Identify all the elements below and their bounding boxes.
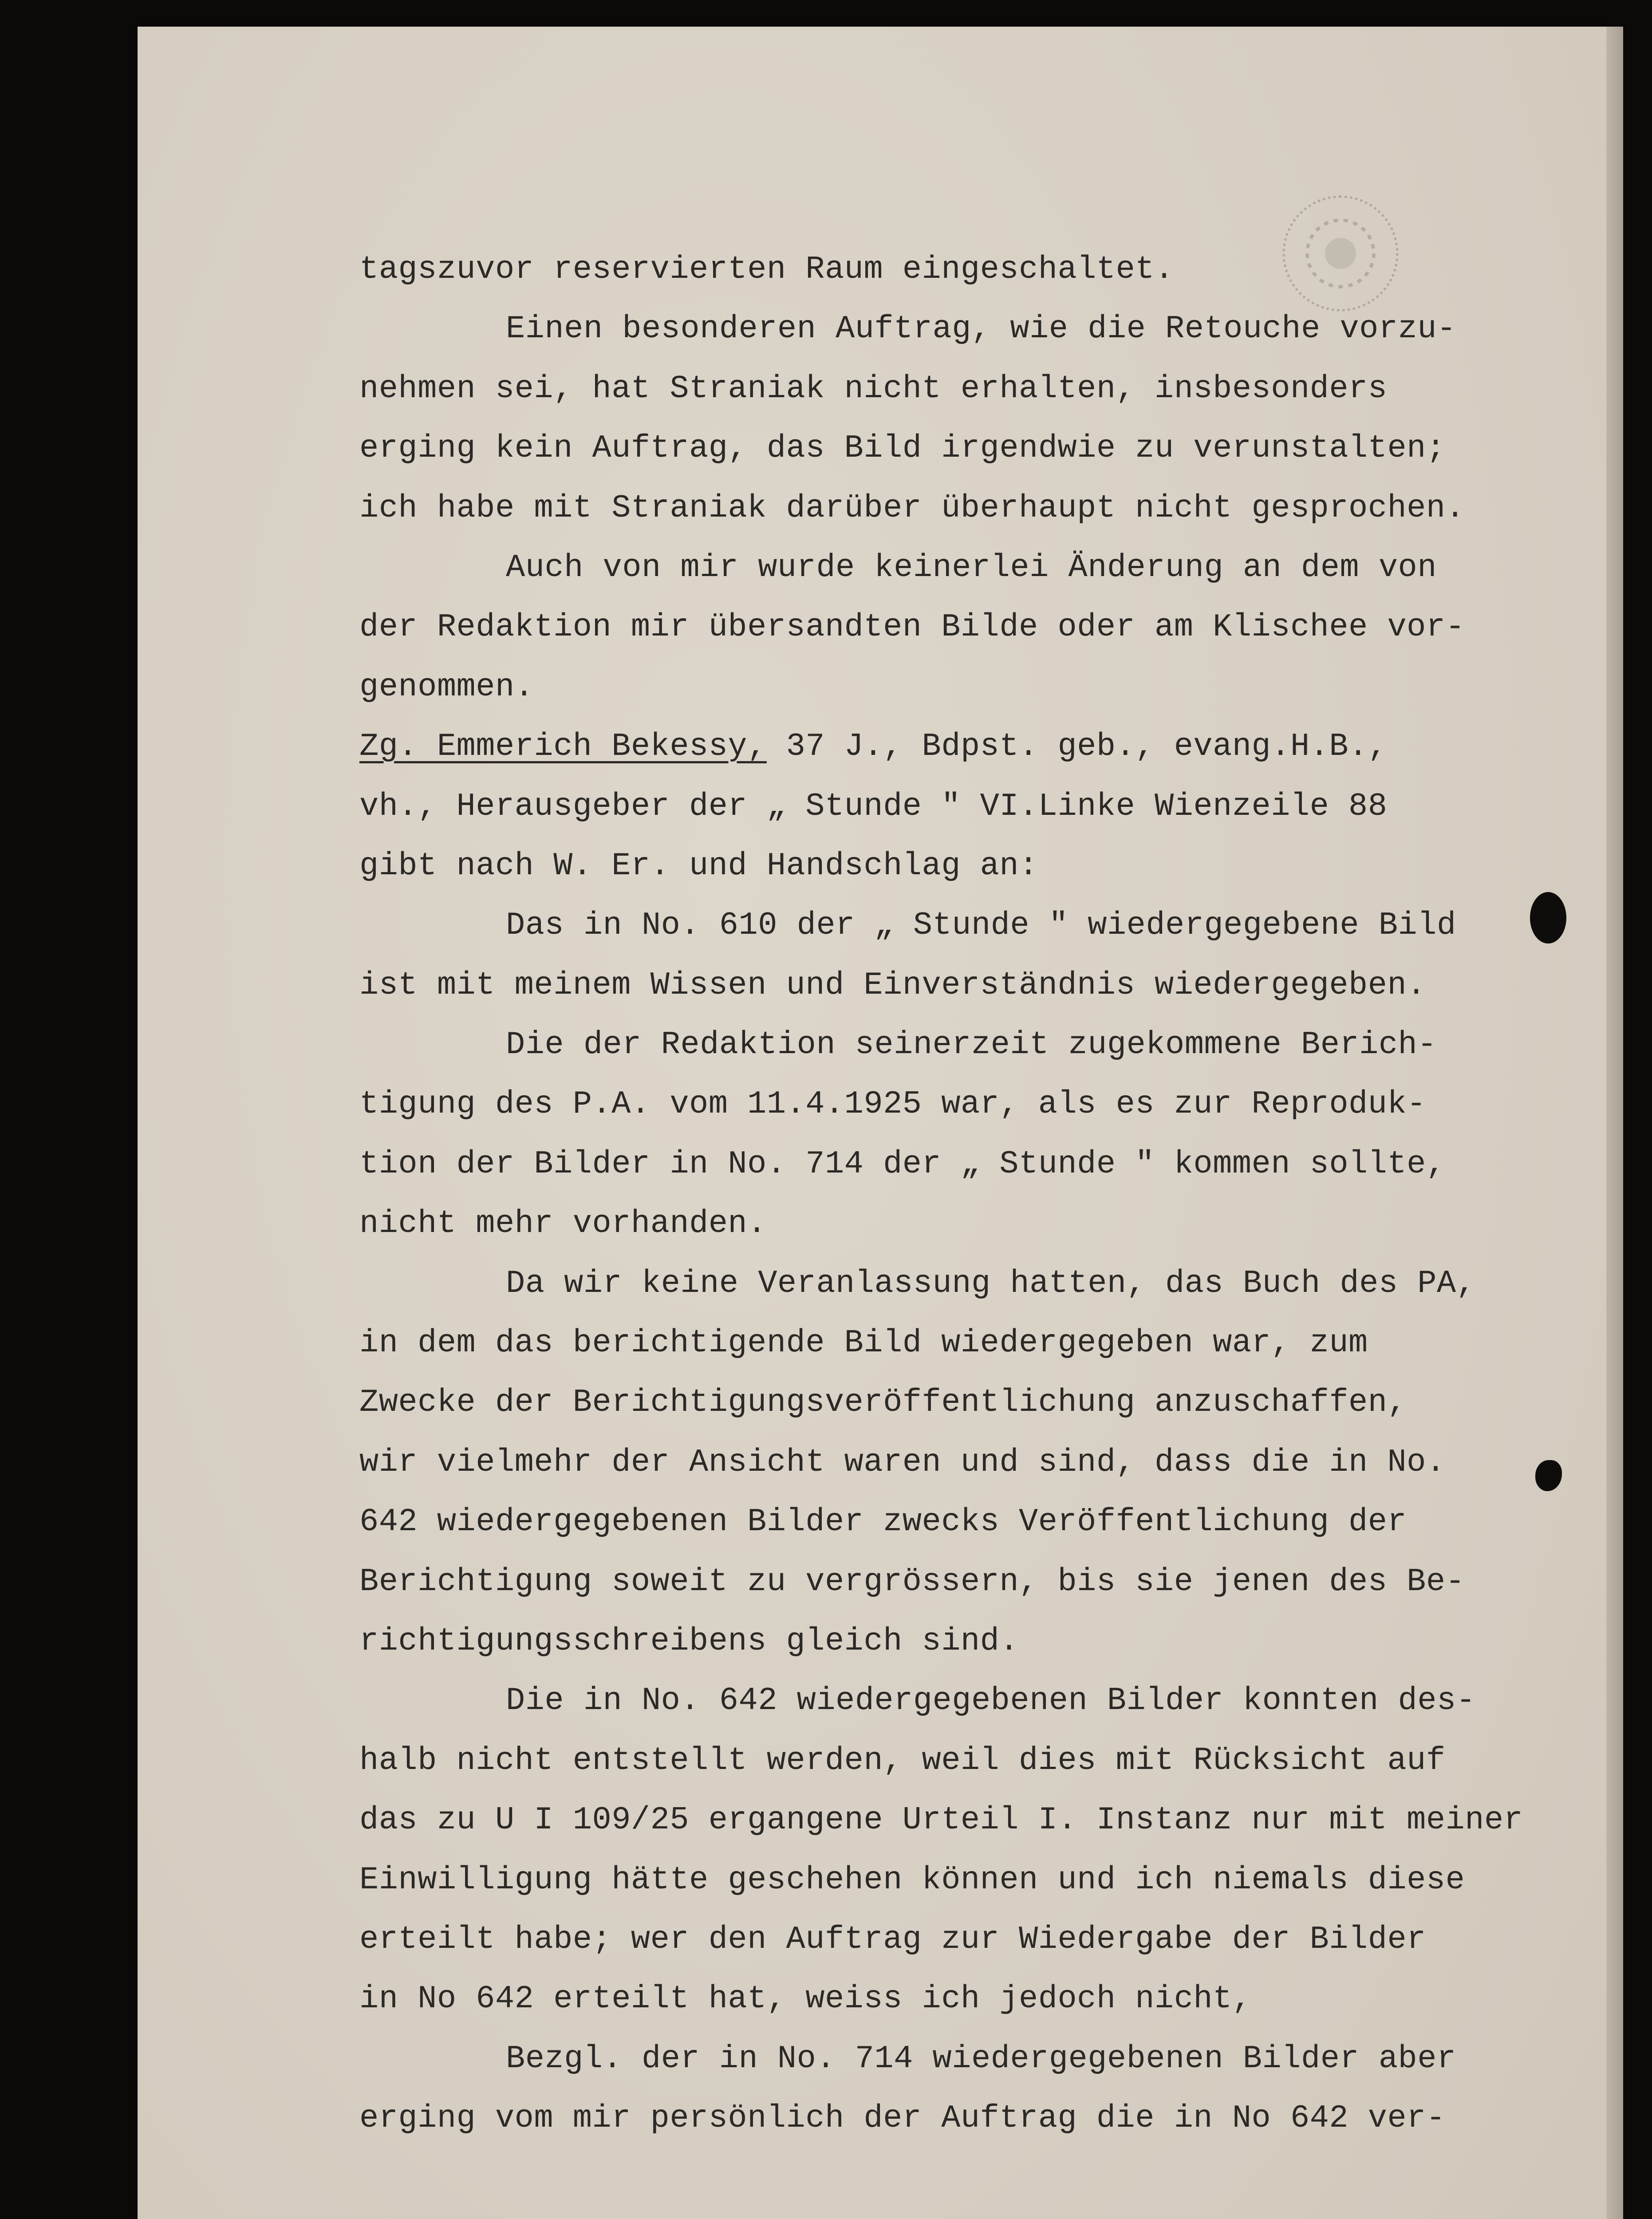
text-line: erging vom mir persönlich der Auftrag die in No 642 ver- — [359, 2100, 1446, 2137]
text-line: tigung des P.A. vom 11.4.1925 war, als es zur Reproduk- — [359, 1086, 1426, 1123]
text-line: vh., Herausgeber der „ Stunde " VI.Linke Wienzeile 88 — [359, 788, 1388, 825]
witness-header-line — [359, 717, 1602, 776]
typewritten-text — [359, 240, 1602, 2148]
text-line: ist mit meinem Wissen und Einverständnis wiedergegeben. — [359, 967, 1426, 1003]
text-line: erging kein Auftrag, das Bild irgendwie zu verunstalten; — [359, 430, 1446, 467]
text-line: tion der Bilder in No. 714 der „ Stunde " kommen sollte, — [359, 1145, 1446, 1182]
text-line: das zu U I 109/25 ergangene Urteil I. Instanz nur mit meiner — [359, 1802, 1523, 1839]
text-line: nicht mehr vorhanden. — [359, 1205, 767, 1242]
text-line: Bezgl. der in No. 714 wiedergegebenen Bilder aber — [506, 2040, 1456, 2077]
text-line: in dem das berichtigende Bild wiedergegeben war, zum — [359, 1325, 1368, 1362]
text-line: nehmen sei, hat Straniak nicht erhalten, insbesonders — [359, 370, 1388, 407]
witness-name: Zg. Emmerich Bekessy, — [359, 728, 767, 765]
text-line: 642 wiedergegebenen Bilder zwecks Veröffentlichung der — [359, 1504, 1407, 1540]
text-line: Die der Redaktion seinerzeit zugekommene Berich- — [506, 1027, 1437, 1063]
text-line: Einen besonderen Auftrag, wie die Retouche vorzu- — [506, 311, 1456, 347]
text-line: erteilt habe; wer den Auftrag zur Wiedergabe der Bilder — [359, 1921, 1426, 1958]
text-line: Auch von mir wurde keinerlei Änderung an dem von — [506, 549, 1437, 586]
text-line: in No 642 erteilt hat, weiss ich jedoch nicht, — [359, 1981, 1252, 2018]
text-line: wir vielmehr der Ansicht waren und sind, dass die in No. — [359, 1444, 1446, 1481]
text-line: ich habe mit Straniak darüber überhaupt nicht gesprochen. — [359, 490, 1465, 526]
text-line: Einwilligung hätte geschehen können und ich niemals diese — [359, 1861, 1465, 1898]
text-line: Die in No. 642 wiedergegebenen Bilder konnten des- — [506, 1682, 1476, 1719]
text-line: der Redaktion mir übersandten Bilde oder am Klischee vor- — [359, 609, 1465, 646]
text-line: halb nicht entstellt werden, weil dies mit Rücksicht auf — [359, 1742, 1446, 1779]
text-line: Das in No. 610 der „ Stunde " wiedergegebene Bild — [506, 907, 1456, 944]
witness-details: 37 J., Bdpst. geb., evang.H.B., — [786, 728, 1388, 765]
text-line: tagszuvor reservierten Raum eingeschaltet. — [359, 251, 1174, 288]
text-line: richtigungsschreibens gleich sind. — [359, 1623, 1019, 1659]
text-line: Da wir keine Veranlassung hatten, das Buch des PA, — [506, 1265, 1476, 1302]
page-edge — [1606, 27, 1623, 2219]
text-line: Zwecke der Berichtigungsveröffentlichung anzuschaffen, — [359, 1384, 1407, 1421]
text-line: gibt nach W. Er. und Handschlag an: — [359, 847, 1038, 884]
text-line: Berichtigung soweit zu vergrössern, bis sie jenen des Be- — [359, 1563, 1465, 1600]
text-line: genommen. — [359, 668, 534, 705]
